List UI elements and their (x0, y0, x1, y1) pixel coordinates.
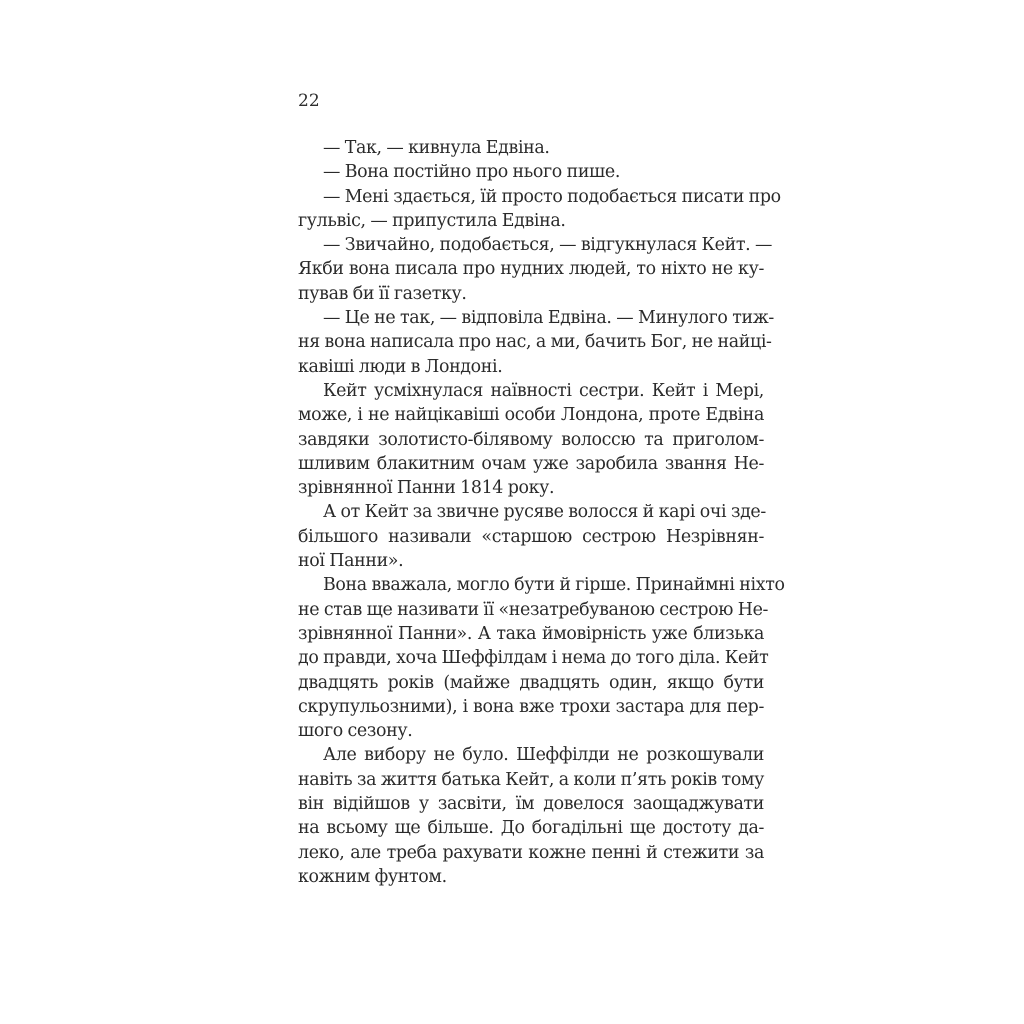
text-line: — Вона постійно про нього пише. (323, 162, 620, 183)
text-line: Кейт усміхнулася наївності сестри. Кейт і Мері, (323, 380, 764, 401)
text-line: до правди, хоча Шеффілдам і нема до того діла. Кейт (298, 648, 769, 669)
text-line: зрівнянної Панни». А така ймовірність уже близька (298, 623, 764, 644)
page-number: 22 (298, 91, 320, 111)
paragraph (298, 573, 785, 743)
text-line: не став ще називати її «незатребуваною сестрою Не- (298, 599, 769, 620)
text-line: ня вона написала про нас, а ми, бачить Бог, не найці- (298, 332, 772, 353)
paragraph (298, 136, 764, 160)
text-line: може, і не найцікавіші особи Лондона, проте Едвіна (298, 405, 764, 426)
text-line: шливим блакитним очам уже заробила звання Не- (298, 453, 764, 474)
text-line: кавіші люди в Лондоні. (298, 356, 503, 377)
text-line: він відійшов у засвіти, їм довелося заощаджувати (298, 794, 764, 815)
paragraph (298, 306, 774, 379)
text-line: шого сезону. (298, 721, 413, 742)
text-line: Але вибору не було. Шеффілди не розкошували (323, 745, 764, 766)
paragraph (298, 233, 773, 306)
text-line: А от Кейт за звичне русяве волосся й карі очі зде- (323, 502, 766, 523)
text-line: зрівнянної Панни 1814 року. (298, 478, 555, 499)
text-line: леко, але треба рахувати кожне пенні й стежити за (298, 842, 764, 863)
text-line: Вона вважала, могло бути й гірше. Принаймні ніхто (323, 575, 785, 596)
text-line: завдяки золотисто-білявому волоссю та приголом- (298, 429, 764, 450)
text-line: двадцять років (майже двадцять один, якщо бути (298, 672, 764, 693)
text-line: — Так, — кивнула Едвіна. (323, 138, 550, 158)
text-line: ної Панни». (298, 551, 404, 572)
text-line: пував би її газетку. (298, 283, 467, 304)
text-line: — Звичайно, подобається, — відгукнулася Кейт. — (323, 235, 773, 256)
text-line: на всьому ще більше. До богадільні ще достоту да- (298, 818, 764, 839)
paragraph (298, 743, 764, 889)
paragraph (298, 185, 781, 234)
text-line: навіть за життя батька Кейт, а коли п’ять років тому (298, 769, 764, 790)
paragraph (298, 379, 764, 500)
paragraph (298, 500, 764, 573)
body-text (298, 136, 785, 889)
text-line: Якби вона писала про нудних людей, то ніхто не ку- (298, 259, 764, 280)
text-line: — Мені здається, їй просто подобається писати про (323, 186, 781, 207)
text-line: — Це не так, — відповіла Едвіна. — Минулого тиж- (323, 308, 774, 329)
text-line: скрупульозними), і вона вже трохи застара для пер- (298, 696, 764, 717)
text-line: більшого називали «старшою сестрою Незрівнян- (298, 526, 764, 547)
text-line: кожним фунтом. (298, 866, 447, 887)
text-line: гульвіс, — припустила Едвіна. (298, 210, 566, 231)
paragraph (298, 160, 764, 184)
